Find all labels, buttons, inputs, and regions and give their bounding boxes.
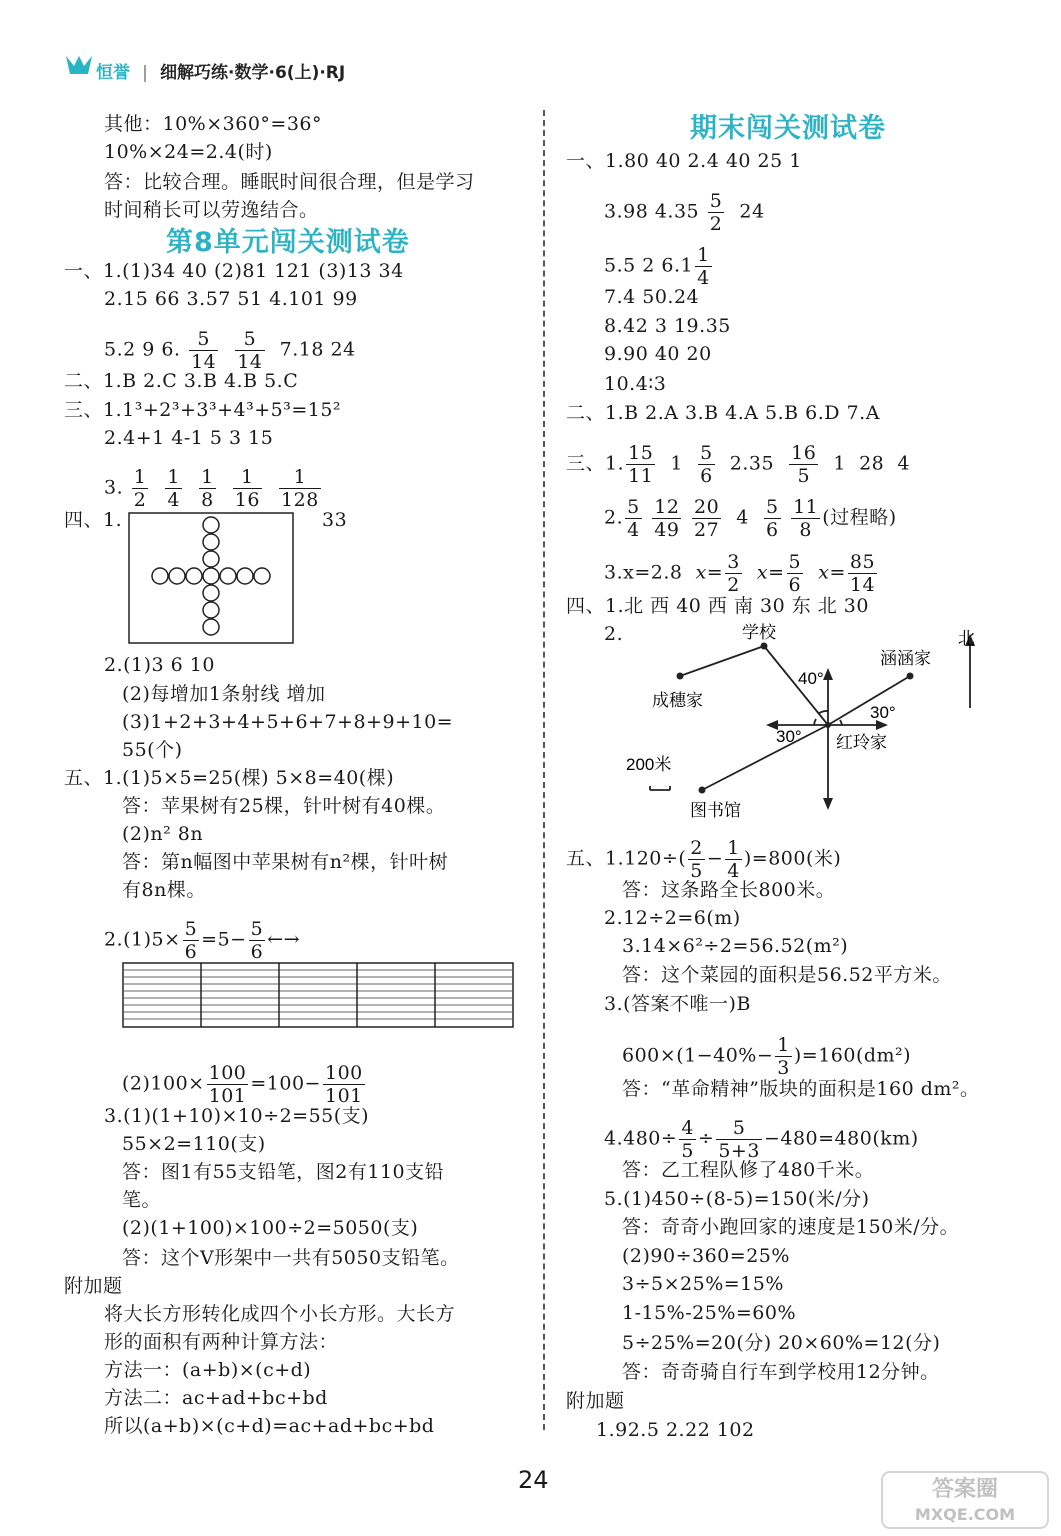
answer-line: 将大长方形转化成四个小长方形。大长方 (104, 1303, 456, 1325)
answer-line: 五、1.(1)5×5=25(棵) 5×8=40(棵) (64, 767, 395, 789)
answer-line: 3.x=2.8 x= $\frac{3}{2}$ x= $\frac{5}{6}$ x= $\frac{85}{14}$ (604, 551, 876, 596)
answer-line: 2. (604, 623, 624, 645)
answer-line: 答：“革命精神”版块的面积是160 dm²。 (622, 1078, 980, 1100)
striped-rectangle-figure (122, 962, 514, 1032)
answer-line: 9.90 40 20 (604, 343, 712, 365)
map-label-hongling: 红玲家 (836, 733, 887, 752)
answer-line: 2. $\frac{5}{4}$ $\frac{12}{49}$ $\frac{20}{27}$ 4 $\frac{5}{6}$ $\frac{11}{8}$ (过程略) (604, 496, 897, 541)
answer-line: 所以(a+b)×(c+d)=ac+ad+bc+bd (104, 1415, 435, 1437)
answer-line: 答：乙工程队修了480千米。 (622, 1159, 875, 1181)
map-label-hanhan: 涵涵家 (880, 649, 931, 668)
answer-line: 形的面积有两种计算方法： (104, 1331, 339, 1353)
answer-line: 四、1.北 西 40 西 南 30 东 北 30 (566, 595, 869, 617)
angle-label: 30° (870, 703, 896, 722)
map-label-school: 学校 (742, 623, 776, 642)
bonus-heading: 附加题 (566, 1390, 625, 1412)
map-label-library: 图书馆 (690, 801, 741, 820)
bonus-heading: 附加题 (64, 1275, 123, 1297)
answer-line: 5.(1)450÷(8-5)=150(米/分) (604, 1188, 870, 1210)
angle-label: 30° (776, 727, 802, 746)
answer-line: 二、1.B 2.C 3.B 4.B 5.C (64, 370, 299, 392)
answer-line: 答：奇奇骑自行车到学校用12分钟。 (622, 1361, 940, 1383)
section-title: 第8单元闯关测试卷 (166, 227, 410, 258)
answer-line: 答：奇奇小跑回家的速度是150米/分。 (622, 1216, 960, 1238)
brand-name: 恒誉 (96, 63, 130, 83)
text-line: 时间稍长可以劳逸结合。 (104, 199, 319, 221)
answer-line: 答：这个菜园的面积是56.52平方米。 (622, 964, 952, 986)
answer-line: (2)n² 8n (122, 823, 204, 845)
page-number: 24 (518, 1466, 549, 1494)
text-line: 其他：10%×360°=36° (104, 113, 323, 135)
answer-line: (3)1+2+3+4+5+6+7+8+9+10= (122, 711, 454, 733)
answer-line: (2)100× $\frac{100}{101}$ =100− $\frac{100}{101}$ (122, 1062, 363, 1107)
answer-line: 答：苹果树有25棵，针叶树有40棵。 (122, 795, 446, 817)
answer-line: 5.2 9 6. $\frac{5}{14}$ $\frac{5}{14}$ 7.18 24 (104, 328, 356, 373)
answer-line: 3. $\frac{1}{2}$ $\frac{1}{4}$ $\frac{1}{8}$ $\frac{1}{16}$ $\frac{1}{128}$ (104, 466, 319, 511)
answer-line: 1.92.5 2.22 102 (596, 1419, 755, 1441)
angle-label: 40° (798, 669, 824, 688)
watermark (880, 1470, 1050, 1534)
brand-logo-icon (64, 52, 94, 82)
answer-line: 三、1.1³+2³+3³+4³+5³=15² (64, 399, 342, 421)
answer-line: 答：这个V形架中一共有5050支铅笔。 (122, 1247, 460, 1269)
answer-line: 3.14×6²÷2=56.52(m²) (622, 935, 849, 957)
answer-line: 10.4∶3 (604, 373, 667, 395)
answer-line: 3.98 4.35 $\frac{5}{2}$ 24 (604, 190, 765, 235)
answer-line: 四、1. (64, 509, 123, 531)
answer-line: 笔。 (122, 1189, 162, 1211)
column-divider (543, 110, 545, 1430)
answer-line: 3.(1)(1+10)×10÷2=55(支) (104, 1105, 370, 1127)
answer-line: 2.15 66 3.57 51 4.101 99 (104, 288, 358, 310)
cross-circles-figure (128, 512, 294, 648)
answer-line: 8.42 3 19.35 (604, 315, 731, 337)
map-label-chengsui: 成穗家 (652, 691, 703, 710)
answer-line: 4.480÷ $\frac{4}{5}$ ÷ $\frac{5}{5+3}$ −480=480(km) (604, 1117, 919, 1162)
answer-line: 一、1.80 40 2.4 40 25 1 (566, 150, 802, 172)
answer-line: 3÷5×25%=15% (622, 1273, 784, 1295)
answer-line: 600×(1−40%− $\frac{1}{3}$ )=160(dm²) (622, 1034, 912, 1079)
svg-text:MXQE.COM: MXQE.COM (914, 1505, 1016, 1524)
answer-line: 5÷25%=20(分) 20×60%=12(分) (622, 1332, 941, 1354)
answer-line: 一、1.(1)34 40 (2)81 121 (3)13 34 (64, 260, 404, 282)
answer-line: 2.4+1 4-1 5 3 15 (104, 427, 274, 449)
answer-line: 答：这条路全长800米。 (622, 879, 836, 901)
svg-text:答案圈: 答案圈 (931, 1477, 999, 1502)
answer-line: 方法二：ac+ad+bc+bd (104, 1387, 328, 1409)
answer-line: 答：第n幅图中苹果树有n²棵，针叶树 (122, 851, 449, 873)
answer-line: 五、1.120÷( $\frac{2}{5}$ − $\frac{1}{4}$ )=800(米) (566, 837, 842, 882)
answer-line: 2.(1)5× $\frac{5}{6}$ =5− $\frac{5}{6}$ ←→ (104, 918, 301, 963)
book-title: 细解巧练·数学·6(上)·RJ (160, 63, 346, 83)
answer-line: 答：图1有55支铅笔，图2有110支铅 (122, 1161, 445, 1183)
answer-line: 三、1. $\frac{15}{11}$ 1 $\frac{5}{6}$ 2.35 $\frac{16}{5}$ 1 28 4 (566, 442, 910, 487)
answer-line: 7.4 50.24 (604, 286, 700, 308)
text-line: 答：比较合理。睡眠时间很合理，但是学习 (104, 171, 475, 193)
answer-line: 二、1.B 2.A 3.B 4.A 5.B 6.D 7.A (566, 402, 880, 424)
text-line: 10%×24=2.4(时) (104, 141, 273, 163)
answer-line: 有8n棵。 (122, 879, 206, 901)
fraction: $\frac{5}{14}$ (237, 328, 263, 373)
map-label-north: 北 (958, 629, 975, 648)
section-title: 期末闯关测试卷 (690, 113, 886, 144)
direction-map-figure (618, 618, 1018, 827)
answer-value: 33 (322, 509, 348, 531)
fraction: $\frac{5}{14}$ (191, 328, 217, 373)
answer-line: 2.12÷2=6(m) (604, 907, 741, 929)
answer-line: 5.5 2 6.1 $\frac{1}{4}$ (604, 244, 710, 289)
page-header: 恒誉 | 细解巧练·数学·6(上)·RJ (96, 63, 346, 83)
answer-line: 3.(答案不唯一)B (604, 993, 751, 1015)
answer-line: 1-15%-25%=60% (622, 1302, 797, 1324)
answer-line: (2)每增加1条射线 增加 (122, 683, 326, 705)
answer-line: (2)(1+100)×100÷2=5050(支) (122, 1217, 419, 1239)
answer-line: 55×2=110(支) (122, 1133, 266, 1155)
answer-line: (2)90÷360=25% (622, 1245, 790, 1267)
answer-line: 方法一：(a+b)×(c+d) (104, 1359, 312, 1381)
answer-line: 55(个) (122, 739, 183, 761)
answer-line: 2.(1)3 6 10 (104, 654, 215, 676)
map-scale: 200米 (626, 755, 672, 774)
